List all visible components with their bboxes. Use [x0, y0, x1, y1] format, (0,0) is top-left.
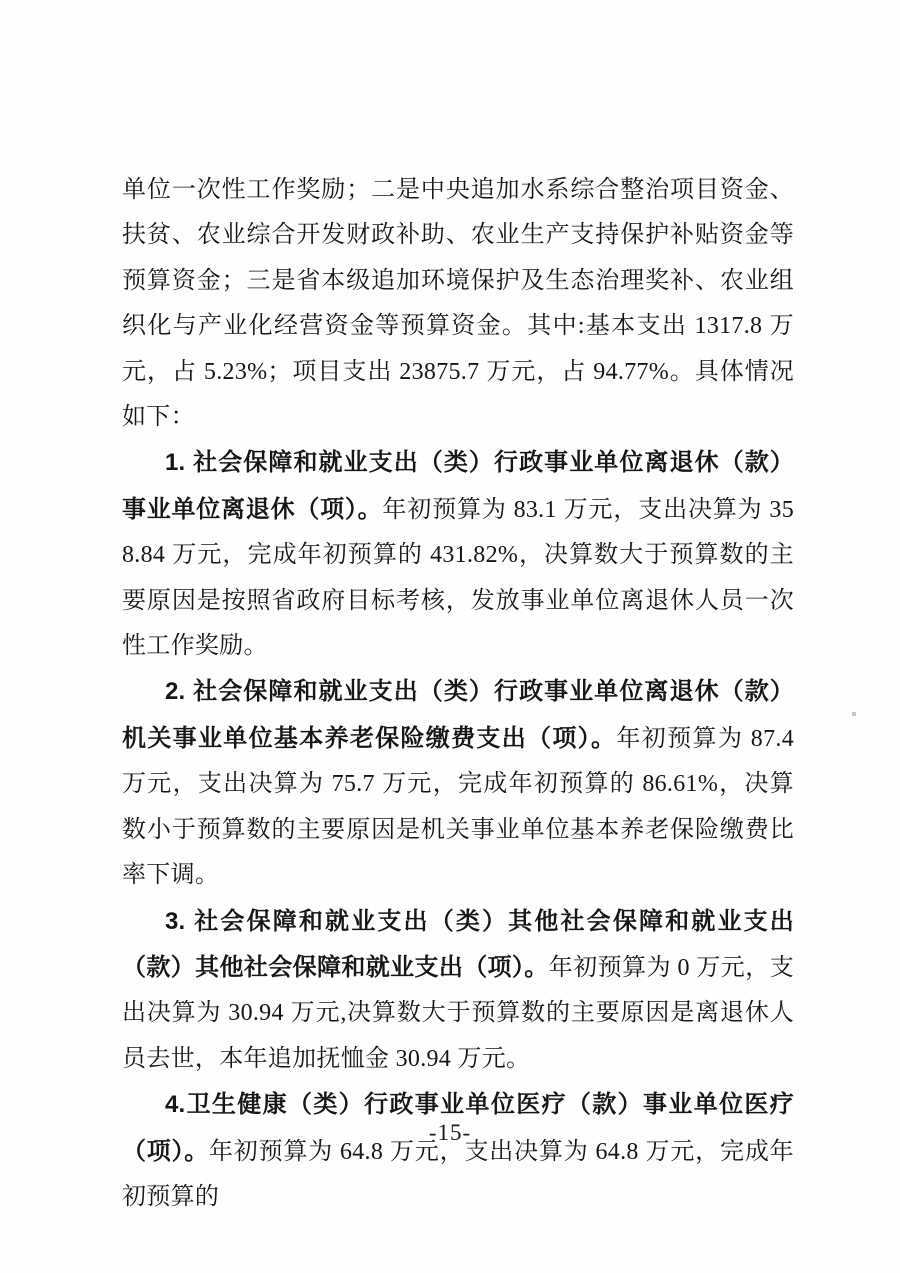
- paragraph-item-1-heading: 1. 社会保障和就业支出（类）行政事业单位离退休（款）事业单位离退休（项）。: [122, 449, 794, 523]
- paragraph-item-2-heading: 2. 社会保障和就业支出（类）行政事业单位离退休（款）机关事业单位基本养老保险缴费支出（项）。: [122, 678, 794, 752]
- paragraph-item-3-text: 年初预算为 0 万元，支出决算为 30.94 万元,决算数大于预算数的主要原因是离退休人员去世，本年追加抚恤金 30.94 万元。: [122, 954, 794, 1072]
- paragraph-item-3-heading: 3. 社会保障和就业支出（类）其他社会保障和就业支出（款）其他社会保障和就业支出（项）。: [122, 907, 794, 981]
- paragraph-item-2-text: 年初预算为 87.4 万元，支出决算为 75.7 万元，完成年初预算的 86.61%，决算数小于预算数的主要原因是机关事业单位基本养老保险缴费比率下调。: [122, 725, 795, 889]
- paragraph-item-4: [122, 1082, 794, 1220]
- paragraph-item-2: [122, 669, 794, 898]
- paragraph-continuation-text: 单位一次性工作奖励；二是中央追加水系综合整治项目资金、扶贫、农业综合开发财政补助、农业生产支持保护补贴资金等预算资金；三是省本级追加环境保护及生态治理奖补、农业组织化与产业化经营资金等预算资金。其中:基本支出 1317.8 万元，占 5.23%；项目支出 23875.7 万元，占 94.77%。具体情况如下：: [122, 177, 794, 431]
- paragraph-item-4-heading: 4.卫生健康（类）行政事业单位医疗（款）事业单位医疗（项）。: [122, 1091, 794, 1165]
- paragraph-continuation: [122, 167, 794, 440]
- page-number: -15-: [428, 1120, 472, 1145]
- paragraph-item-4-text: 年初预算为 64.8 万元，支出决算为 64.8 万元，完成年初预算的: [122, 1138, 794, 1210]
- paragraph-item-1: [122, 440, 794, 669]
- document-body: [122, 167, 794, 1220]
- scan-artifact-dot: [852, 712, 856, 716]
- paragraph-item-1-text: 年初预算为 83.1 万元，支出决算为 358.84 万元，完成年初预算的 431.82%，决算数大于预算数的主要原因是按照省政府目标考核，发放事业单位离退休人员一次性工作奖励。: [122, 496, 794, 660]
- paragraph-item-3: [122, 899, 794, 1083]
